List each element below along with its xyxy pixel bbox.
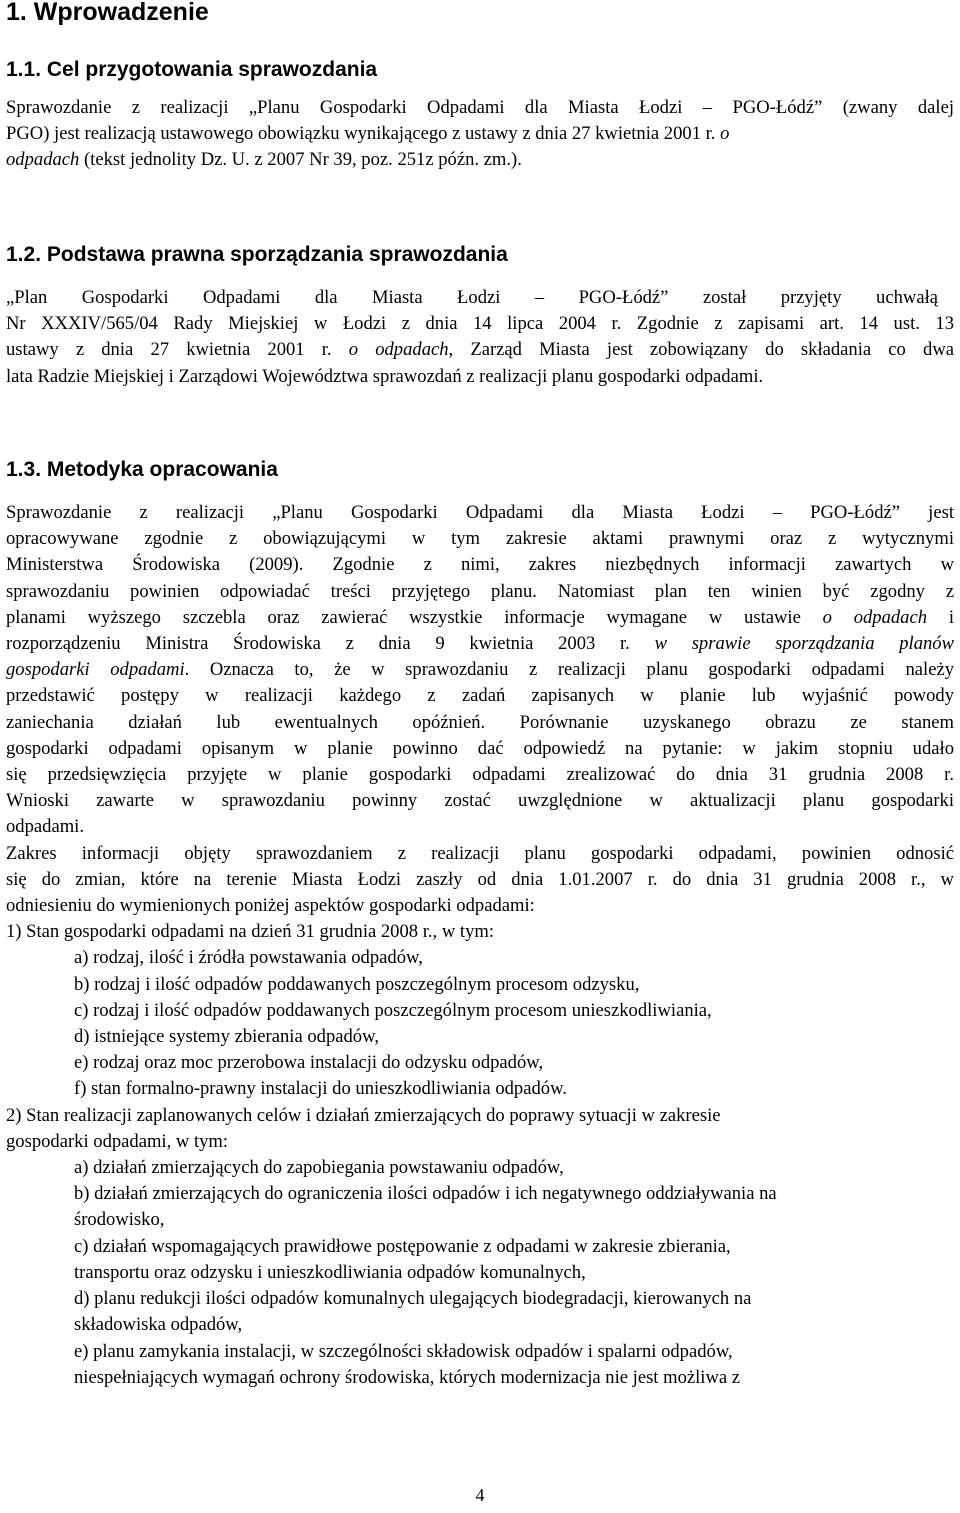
text-line: Ministerstwa Środowiska (2009). Zgodnie z nimi, zakres niezbędnych informacji zawartych w [6,554,954,576]
sub-list-item: b) rodzaj i ilość odpadów poddawanych poszczególnym procesom odzysku, [74,973,640,995]
text-line: „Plan Gospodarki Odpadami dla Miasta Łodzi – PGO-Łódź” został przyjęty uchwałą [6,287,938,308]
text-line [6,631,954,657]
text-span: (tekst jednolity Dz. U. z 2007 Nr 39, poz. 251z późn. zm.). [79,149,522,171]
text-line: opracowywane zgodnie z obowiązującymi w tym zakresie aktami prawnymi oraz z wytycznymi [6,528,954,550]
text-span: i [948,606,954,628]
text-line [6,337,954,363]
text-line: się do zmian, które na terenie Miasta Łodzi zaszły od dnia 1.01.2007 r. do dnia 31 grudnia 2008 r., w [6,868,954,890]
sub-list-item: e) rodzaj oraz moc przerobowa instalacji do odzysku odpadów, [74,1052,544,1074]
italic-text: odpadach [6,149,80,171]
sub-list-item: e) planu zamykania instalacji, w szczególności składowisk odpadów i spalarni odpadów, [74,1340,733,1362]
text-line: Wnioski zawarte w sprawozdaniu powinny zostać uwzględnione w aktualizacji planu gospodarki [6,790,954,812]
text-line: Zakres informacji objęty sprawozdaniem z realizacji planu gospodarki odpadami, powinien odnosić [6,842,954,864]
italic-text: gospodarki odpadami [6,659,185,681]
text-line: sprawozdaniu powinien odpowiadać treści przyjętego planu. Natomiast plan ten winien być zgodny z [6,580,954,602]
italic-text: o [720,123,730,145]
section-1-1-paragraph [6,95,954,174]
sub-list-item: a) działań zmierzających do zapobiegania powstawaniu odpadów, [74,1157,564,1179]
text-line: się przedsięwzięcia przyjęte w planie gospodarki odpadami zrealizować do dnia 31 grudnia 2008 r. [6,764,954,786]
text-line [6,605,954,631]
text-line: gospodarki odpadami opisanym w planie powinno dać odpowiedź na pytanie: w jakim stopniu udało [6,737,954,759]
sub-list-item: niespełniających wymagań ochrony środowiska, których modernizacja nie jest możliwa z [74,1366,741,1388]
sub-list-item: transportu oraz odzysku i unieszkodliwiania odpadów komunalnych, [74,1261,586,1283]
text-span: rozporządzeniu Ministra Środowiska z dnia 9 kwietnia 2003 r. [6,633,630,655]
chapter-heading: 1. Wprowadzenie [6,0,209,26]
sub-list-item: f) stan formalno-prawny instalacji do unieszkodliwiania odpadów. [74,1078,567,1100]
sub-list-item: d) istniejące systemy zbierania odpadów, [74,1026,379,1048]
sub-list-item: b) działań zmierzających do ograniczenia ilości odpadów i ich negatywnego oddziaływania na [74,1183,777,1205]
text-line [6,121,954,147]
sub-list-item: a) rodzaj, ilość i źródła powstawania odpadów, [74,947,423,969]
text-line: przedstawić postępy w realizacji każdego z zadań zapisanych w planie lub wyjaśnić powody [6,685,954,707]
list-item: 2) Stan realizacji zaplanowanych celów i działań zmierzających do poprawy sytuacji w zakresie [6,1104,721,1126]
text-line: Sprawozdanie z realizacji „Planu Gospodarki Odpadami dla Miasta Łodzi – PGO-Łódź” jest [6,502,954,523]
sub-list-item: d) planu redukcji ilości odpadów komunalnych ulegających biodegradacji, kierowanych na [74,1288,752,1310]
sub-list-item: środowisko, [74,1209,165,1231]
text-span: . Oznacza to, że w sprawozdaniu z realizacji planu gospodarki odpadami należy [184,659,954,681]
text-span: ustawy z dnia 27 kwietnia 2001 r. [6,339,332,361]
section-heading-1-3: 1.3. Metodyka opracowania [6,458,278,481]
sub-list-item: składowiska odpadów, [74,1314,243,1336]
list-item: 1) Stan gospodarki odpadami na dzień 31 grudnia 2008 r., w tym: [6,921,495,943]
text-line [6,147,954,173]
text-line: zaniechania działań lub ewentualnych opóźnień. Porównanie uzyskanego obrazu ze stanem [6,711,954,733]
italic-text: w sprawie sporządzania planów [654,633,954,655]
sub-list-item: c) rodzaj i ilość odpadów poddawanych poszczególnym procesom unieszkodliwiania, [74,999,712,1021]
text-span: , Zarząd Miasta jest zobowiązany do składania co dwa [448,339,954,361]
section-heading-1-2: 1.2. Podstawa prawna sporządzania sprawozdania [6,243,508,266]
page-number: 4 [475,1485,485,1505]
text-line: odniesieniu do wymienionych poniżej aspektów gospodarki odpadami: [6,895,535,917]
text-line [6,657,954,683]
text-line: odpadami. [6,816,84,838]
text-span: planami wyższego szczebla oraz zawierać wszystkie informacje wymagane w ustawie [6,606,801,628]
italic-text: o odpadach [822,606,928,628]
section-1-2-paragraph [6,285,954,390]
text-line: Sprawozdanie z realizacji „Planu Gospodarki Odpadami dla Miasta Łodzi – PGO-Łódź” (zwany dalej [6,97,954,118]
section-heading-1-1: 1.1. Cel przygotowania sprawozdania [6,58,378,81]
text-line: Nr XXXIV/565/04 Rady Miejskiej w Łodzi z dnia 14 lipca 2004 r. Zgodnie z zapisami art. 14 ust. 13 [6,313,954,335]
text-line: lata Radzie Miejskiej i Zarządowi Województwa sprawozdań z realizacji planu gospodarki odpadami. [6,365,764,387]
text-span: PGO) jest realizacją ustawowego obowiązku wynikającego z ustawy z dnia 27 kwietnia 2001 r. [6,123,716,145]
list-item-continuation: gospodarki odpadami, w tym: [6,1130,229,1152]
sub-list-item: c) działań wspomagających prawidłowe postępowanie z odpadami w zakresie zbierania, [74,1235,731,1257]
italic-text: o odpadach [348,339,449,361]
section-1-3-paragraph [6,500,954,1391]
